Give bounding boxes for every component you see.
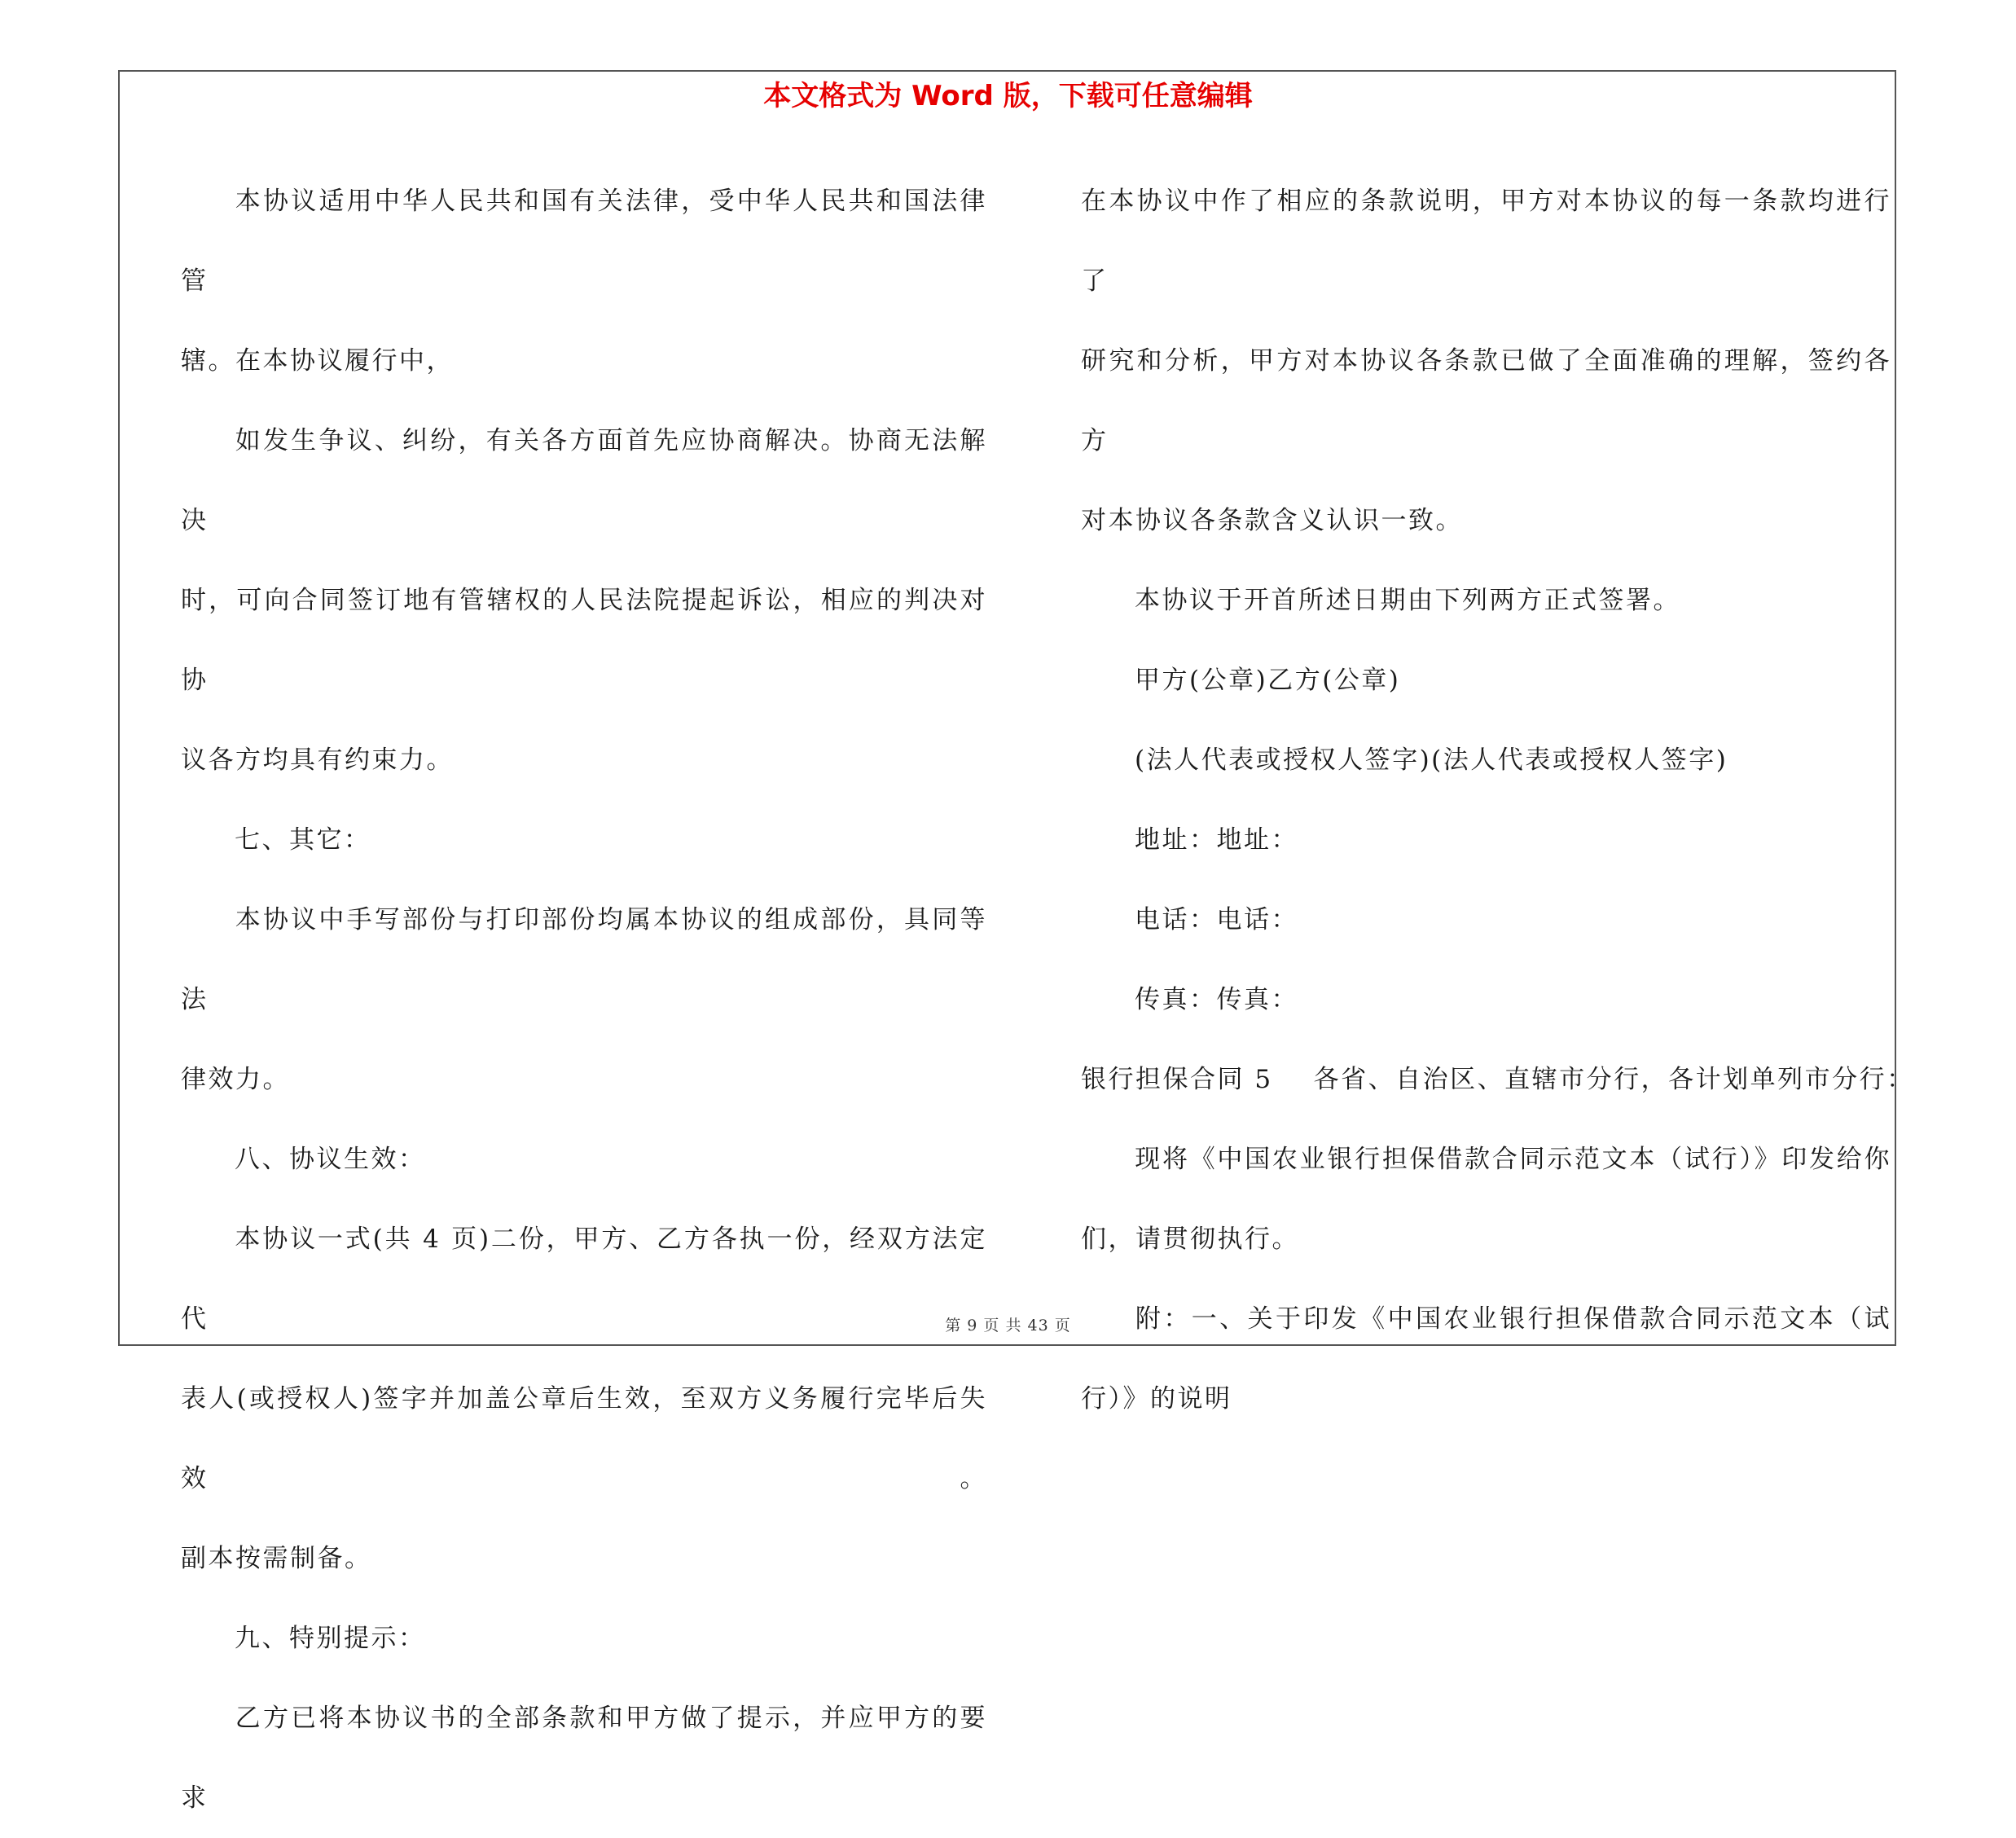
paragraph-line: 如发生争议、纠纷，有关各方面首先应协商解决。协商无法解决 [181, 426, 987, 535]
signature-line: 甲方(公章)乙方(公章) [1135, 666, 1401, 695]
paragraph-line: 们，请贯彻执行。 [1081, 1225, 1299, 1254]
paragraph-line: 辖。在本协议履行中， [181, 346, 454, 376]
paragraph-line: 乙方已将本协议书的全部条款和甲方做了提示，并应甲方的要求 [181, 1704, 987, 1813]
paragraph-line: 研究和分析，甲方对本协议各条款已做了全面准确的理解，签约各方 [1081, 346, 1891, 455]
paragraph-line: 副本按需制备。 [181, 1544, 372, 1573]
paragraph-line: 本协议适用中华人民共和国有关法律，受中华人民共和国法律管 [181, 187, 987, 296]
section-title: 银行担保合同 5 [1081, 1065, 1273, 1094]
phone-line: 电话：电话： [1135, 905, 1298, 934]
fax-line: 传真：传真： [1135, 985, 1298, 1014]
paragraph-line: 附：一、关于印发《中国农业银行担保借款合同示范文本（试 [1135, 1304, 1891, 1334]
paragraph-line: 本协议中手写部份与打印部份均属本协议的组成部份，具同等法 [181, 905, 987, 1014]
left-column [181, 161, 987, 1838]
signature-line: (法人代表或授权人签字)(法人代表或授权人签字) [1135, 745, 1728, 775]
page-footer: 第 9 页 共 43 页 [945, 1317, 1071, 1335]
paragraph-line: 时，可向合同签订地有管辖权的人民法院提起诉讼，相应的判决对协 [181, 586, 987, 695]
word-format-banner: 本文格式为 Word 版，下载可任意编辑 [763, 80, 1253, 112]
section-heading: 七、其它： [235, 825, 371, 855]
paragraph-line: 现将《中国农业银行担保借款合同示范文本（试行）》印发给你 [1135, 1145, 1891, 1174]
paragraph-line: 对本协议各条款含义认识一致。 [1081, 506, 1463, 535]
section-title-line: 银行担保合同 5 各省、自治区、直辖市分行，各计划单列市分行： [1081, 1065, 1914, 1094]
paragraph-line: 议各方均具有约束力。 [181, 745, 454, 775]
paragraph-line: 行）》的说明 [1081, 1384, 1232, 1414]
section-heading: 九、特别提示： [235, 1624, 426, 1653]
right-column [1081, 161, 1914, 1439]
paragraph-line: 律效力。 [181, 1065, 290, 1094]
section-heading: 八、协议生效： [235, 1145, 426, 1174]
paragraph-line: 表人(或授权人)签字并加盖公章后生效，至双方义务履行完毕后失效。 [181, 1384, 987, 1493]
paragraph-line: 在本协议中作了相应的条款说明，甲方对本协议的每一条款均进行了 [1081, 187, 1891, 296]
paragraph-line: 本协议于开首所述日期由下列两方正式签署。 [1135, 586, 1680, 615]
address-line: 地址：地址： [1135, 825, 1298, 855]
paragraph-line: 本协议一式(共 4 页)二份，甲方、乙方各执一份，经双方法定代 [181, 1225, 987, 1334]
